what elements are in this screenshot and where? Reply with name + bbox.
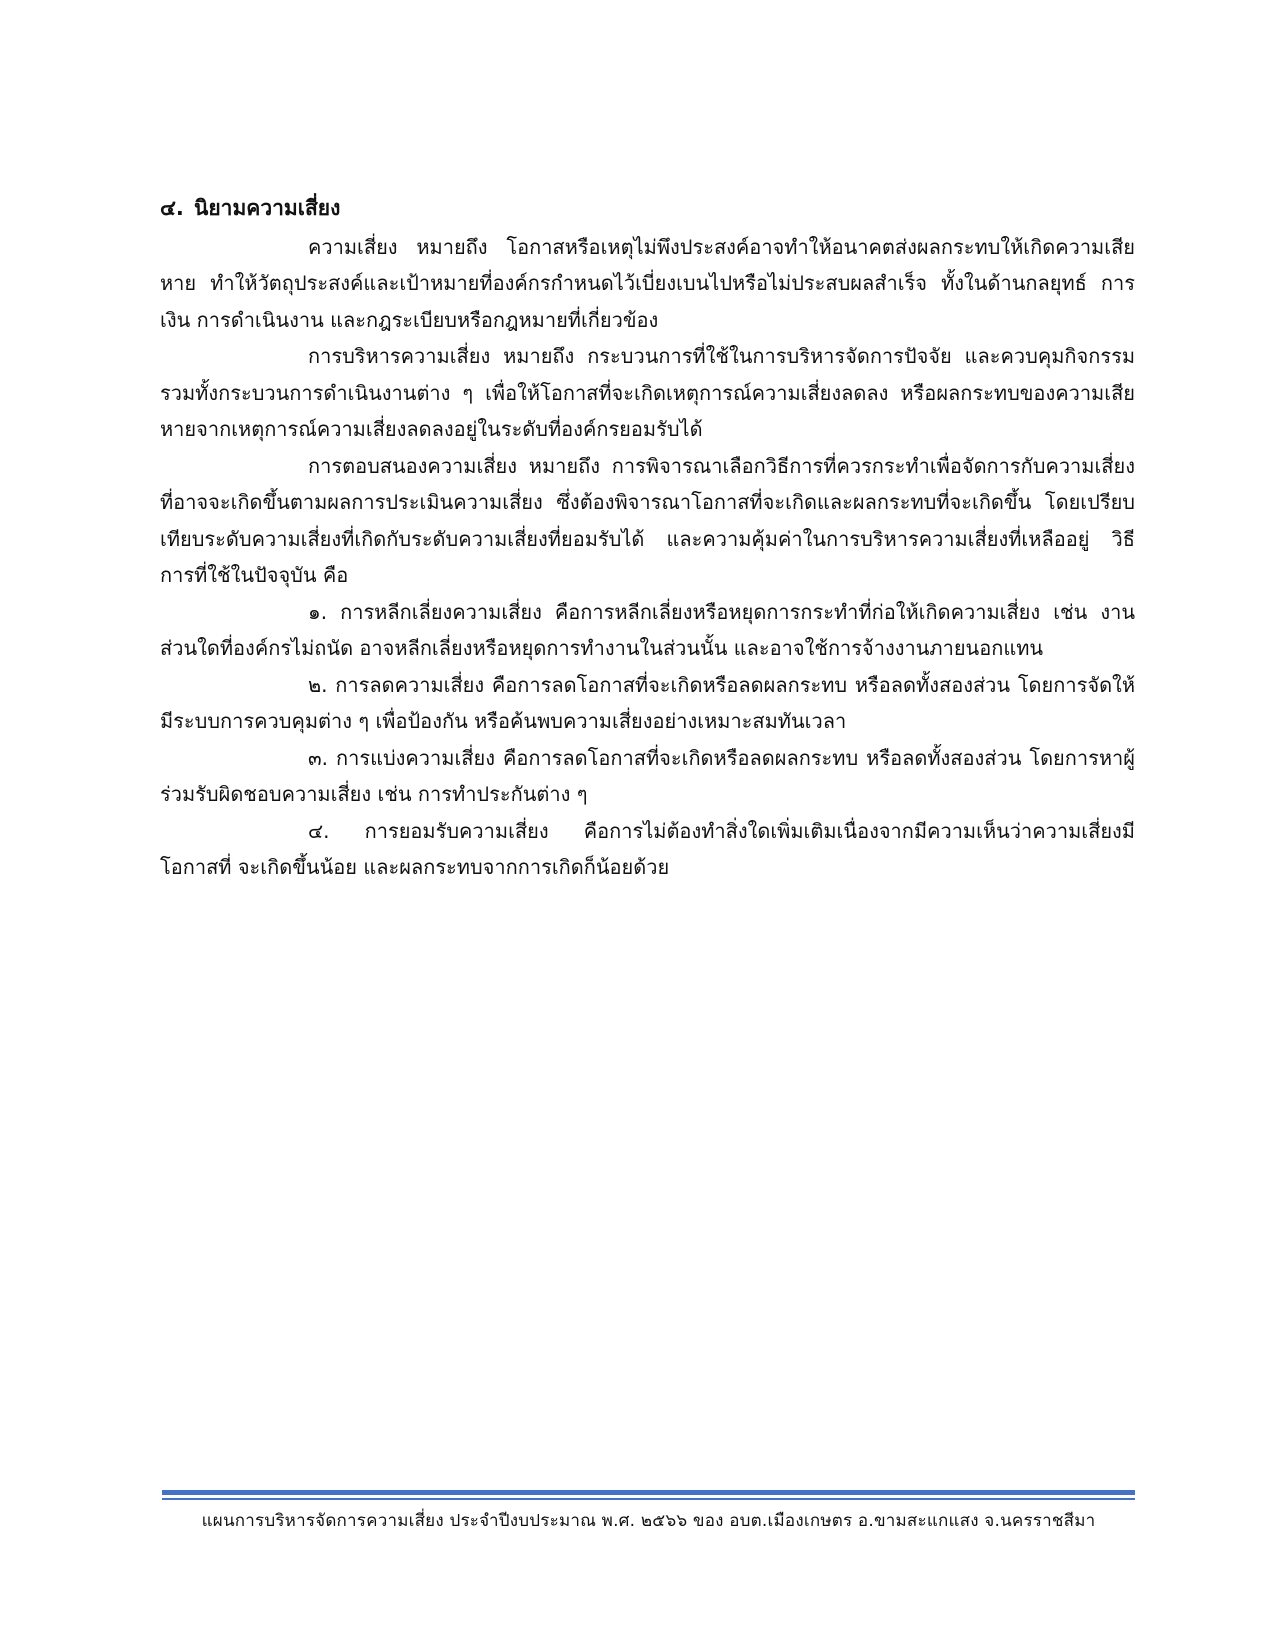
paragraph-risk-management-definition: การบริหารความเสี่ยง หมายถึง กระบวนการที่ใช้ในการบริหารจัดการปัจจัย และควบคุมกิจกรรม รวมทั้งกระบวนการดำเนินงานต่าง ๆ เพื่อให้โอกาสที่จะเกิดเหตุการณ์ความเสี่ยงลดลง หรือผลกระทบของความเสียหายจากเหตุการณ์ความเสี่ยงลดลงอยู่ในระดับที่องค์กรยอมรับได้ [160, 344, 1135, 441]
section-title: นิยามความเสี่ยง [194, 196, 341, 220]
section-number: ๔. [160, 196, 184, 220]
footer-divider-thick [162, 1490, 1135, 1495]
list-item-risk-sharing: ๓. การแบ่งความเสี่ยง คือการลดโอกาสที่จะเกิดหรือลดผลกระทบ หรือลดทั้งสองส่วน โดยการหาผู้ร่วมรับผิดชอบความเสี่ยง เช่น การทำประกันต่าง ๆ [160, 745, 1135, 806]
paragraph-risk-definition: ความเสี่ยง หมายถึง โอกาสหรือเหตุไม่พึงประสงค์อาจทำให้อนาคตส่งผลกระทบให้เกิดความเสียหาย ทำให้วัตถุประสงค์และเป้าหมายที่องค์กรกำหนดไว้เบี่ยงเบนไปหรือไม่ประสบผลสำเร็จ ทั้งในด้านกลยุทธ์ การเงิน การดำเนินงาน และกฎระเบียบหรือกฎหมายที่เกี่ยวข้อง [160, 234, 1135, 332]
document-body [160, 190, 1135, 886]
paragraph-risk-response-definition: การตอบสนองความเสี่ยง หมายถึง การพิจารณาเลือกวิธีการที่ควรกระทำเพื่อจัดการกับความเสี่ยงที่อาจจะเกิดขึ้นตามผลการประเมินความเสี่ยง ซึ่งต้องพิจารณาโอกาสที่จะเกิดและผลกระทบที่จะเกิดขึ้น โดยเปรียบเทียบระดับความเสี่ยงที่เกิดกับระดับความเสี่ยงที่ยอมรับได้ และความคุ้มค่าในการบริหารความเสี่ยงที่เหลืออยู่ วิธีการที่ใช้ในปัจจุบัน คือ [160, 453, 1135, 587]
page-footer: แผนการบริหารจัดการความเสี่ยง ประจำปีงบประมาณ พ.ศ. ๒๕๖๖ ของ อบต.เมืองเกษตร อ.ขามสะแกแสง จ.นครราชสีมา [201, 1511, 1096, 1531]
list-item-risk-acceptance: ๔. การยอมรับความเสี่ยง คือการไม่ต้องทำสิ่งใดเพิ่มเติมเนื่องจากมีความเห็นว่าความเสี่ยงมีโอกาสที่ จะเกิดขึ้นน้อย และผลกระทบจากการเกิดก็น้อยด้วย [160, 818, 1135, 879]
section-heading [160, 190, 1135, 227]
list-item-risk-avoidance: ๑. การหลีกเลี่ยงความเสี่ยง คือการหลีกเลี่ยงหรือหยุดการกระทำที่ก่อให้เกิดความเสี่ยง เช่น งานส่วนใดที่องค์กรไม่ถนัด อาจหลีกเลี่ยงหรือหยุดการทำงานในส่วนนั้น และอาจใช้การจ้างงานภายนอกแทน [160, 599, 1135, 660]
list-item-risk-reduction: ๒. การลดความเสี่ยง คือการลดโอกาสที่จะเกิดหรือลดผลกระทบ หรือลดทั้งสองส่วน โดยการจัดให้มีระบบการควบคุมต่าง ๆ เพื่อป้องกัน หรือค้นพบความเสี่ยงอย่างเหมาะสมทันเวลา [160, 672, 1135, 733]
footer-divider-thin [162, 1498, 1135, 1500]
